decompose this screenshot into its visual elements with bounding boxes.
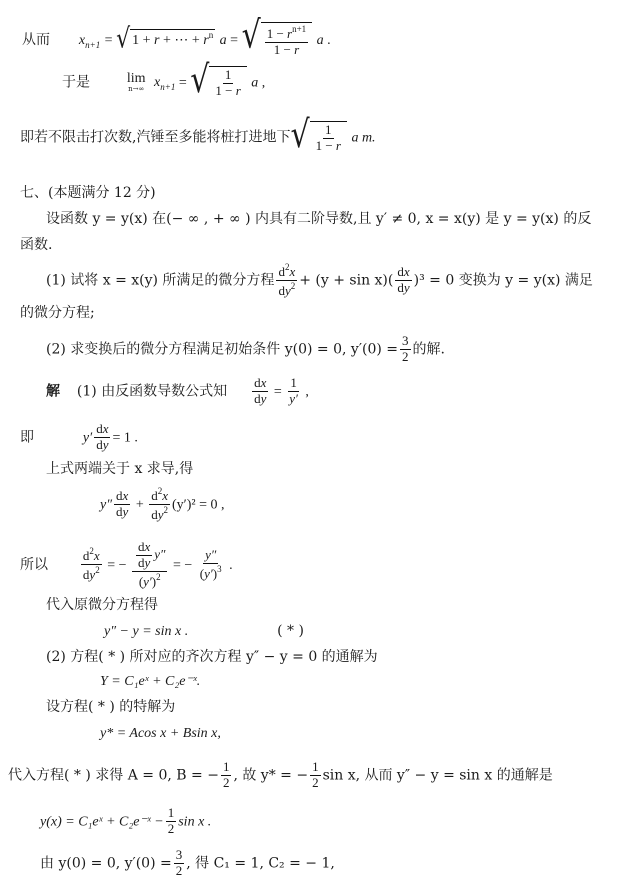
line-2: 于是 lim n→∞ $x_{n+1}$ = √ $\frac{1}{1 - r}$ a , [62, 58, 266, 102]
formula-x-n1: $x_{n+1}$ [78, 32, 101, 50]
ji-line: 即 y′ $\frac{dx}{dy}$ = 1 . [20, 421, 138, 452]
ode-equation: y″ − y = sin x . [104, 624, 189, 639]
particular-solution: y* = Acos x + Bsin x, [100, 726, 221, 741]
question-2 [46, 334, 445, 365]
subst-a: 代入方程( * ) 求得 A = 0, B = − [8, 767, 219, 784]
subst-b: , 故 y* = − [233, 767, 309, 784]
problem-line-1: 设函数 y = y(x) 在(− ∞ , + ∞ ) 内具有二阶导数,且 y′ ≠ 0, x = x(y) 是 y = y(x) 的反 [46, 211, 592, 227]
line-3 [20, 113, 376, 157]
general-eq: y(x) = C₁eˣ + C₂e⁻ˣ − [40, 814, 164, 830]
q2-text-b: 的解. [412, 341, 445, 358]
final-b: , 得 C₁ = 1, C₂ = − 1, [186, 855, 335, 872]
diff-text: 上式两端关于 x 求导,得 [46, 461, 194, 477]
question-1 [46, 262, 593, 299]
homog-solution: Y = C₁eˣ + C₂e⁻ˣ. [100, 674, 201, 689]
section-title: 七、(本题满分 12 分) [20, 185, 156, 201]
solution-1-text: (1) 由反函数导数公式知 [76, 383, 228, 400]
general-tail: sin x . [178, 814, 212, 830]
daihe-text: 代入原微分方程得 [46, 597, 158, 613]
text-am: a m. [351, 130, 376, 146]
sqrt-sum: √ 1 + r + ⋯ + $r^n$ [116, 23, 214, 55]
frac-d2x-dy2: $\frac{d^2x}{dy^2}$ [278, 262, 296, 298]
line-1: 从而 $x_{n+1}$ = √ 1 + r + ⋯ + $r^n$ a = √ $\frac{1 - r^{n+1}}{1 - r}$ a . [22, 13, 331, 58]
problem-line-2: 函数. [20, 237, 53, 253]
text-yushi: 于是 [62, 74, 90, 91]
question-1-line-2: 的微分方程; [20, 305, 95, 321]
text-ji: 即 [20, 429, 34, 446]
general-solution: y(x) = C₁eˣ + C₂e⁻ˣ − $\frac{1}{2}$ sin x . [40, 805, 212, 836]
sqrt-fraction-1: √ $\frac{1 - r^{n+1}}{1 - r}$ [242, 22, 313, 58]
sqrt-fraction-2: √ $\frac{1}{1 - r}$ [190, 66, 247, 99]
limit-expr: lim n→∞ [126, 70, 146, 93]
text-congr: 从而 [22, 31, 50, 48]
star-label: ( * ) [277, 623, 304, 639]
q1-text-b: + (y + sin x)( [299, 272, 394, 289]
solution-1: 解 (1) 由反函数导数公式知 $\frac{dx}{dy}$ = $\frac{1}{y'}$ , [46, 375, 309, 406]
text-suoyi: 所以 [20, 556, 48, 573]
solution-label: 解 [46, 383, 60, 400]
suoyi-line: 所以 $\frac{d^2x}{dy^2}$ = − $\frac{dx}{dy}$ y″ $(y')^2$ = − $\frac{y''}{(y')^3}$ . [20, 539, 233, 589]
deriv-eq-tail: (y′)² = 0 , [172, 497, 225, 513]
subst-line: 代入方程( * ) 求得 A = 0, B = − $\frac{1}{2}$ , 故 y* = − $\frac{1}{2}$ sin x, 从而 y″ − y = sin x 的通解是 [8, 759, 553, 790]
frac-dx-dy: $\frac{dx}{dy}$ [397, 264, 410, 295]
ode-line [104, 624, 304, 639]
frac-3-2: $\frac{3}{2}$ [402, 333, 409, 364]
particular-intro: 设方程( * ) 的特解为 [46, 699, 176, 715]
ji-equation: = 1 . [112, 430, 138, 446]
text-conclusion: 即若不限击打次数,汽锤至多能将桩打进地下 [20, 129, 291, 146]
q1-text-c: )³ = 0 变换为 y = y(x) 满足 [413, 272, 593, 289]
part-2-line: (2) 方程( * ) 所对应的齐次方程 y″ − y = 0 的通解为 [46, 649, 378, 665]
q1-text-a: (1) 试将 x = x(y) 所满足的微分方程 [46, 272, 275, 289]
q2-text-a: (2) 求变换后的微分方程满足初始条件 y(0) = 0, y′(0) = [46, 341, 399, 358]
final-a: 由 y(0) = 0, y′(0) = [40, 855, 172, 872]
deriv-equation: y″ $\frac{dx}{dy}$ + $\frac{d^2x}{dy^2}$ (y′)² = 0 , [100, 486, 225, 522]
final-line: 由 y(0) = 0, y′(0) = $\frac{3}{2}$ , 得 C₁ = 1, C₂ = − 1, [40, 847, 335, 878]
sqrt-fraction-3: √ $\frac{1}{1 - r}$ [290, 121, 347, 154]
subst-c: sin x, 从而 y″ − y = sin x 的通解是 [322, 767, 553, 784]
